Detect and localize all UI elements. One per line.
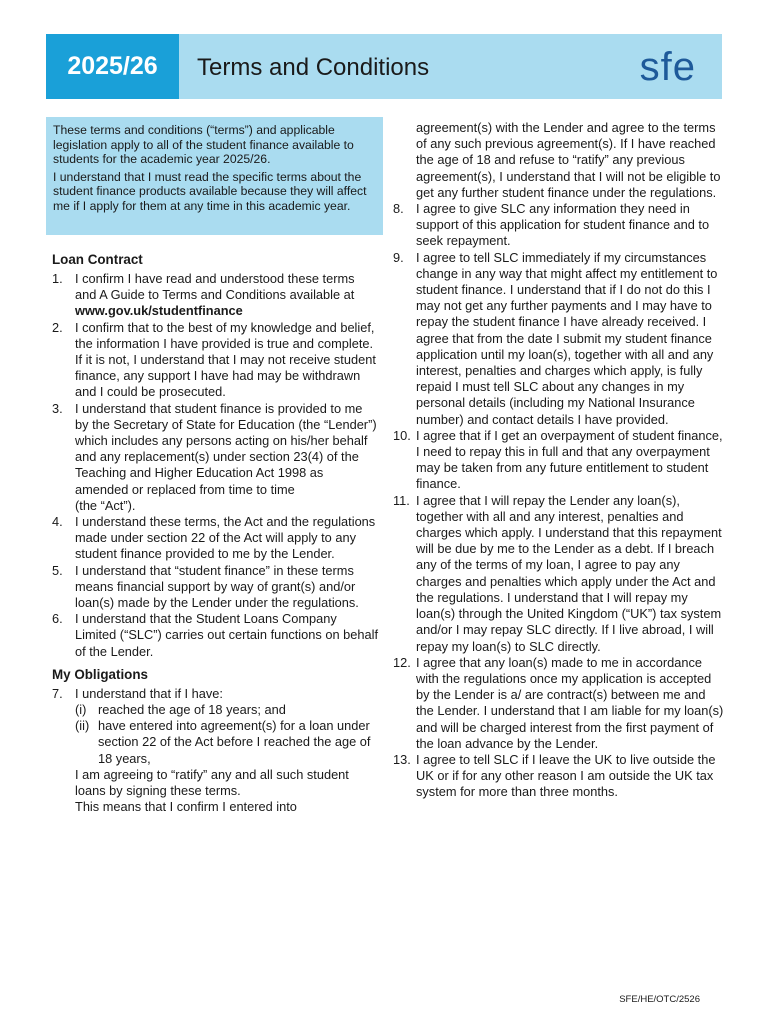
term-item-3	[52, 401, 378, 514]
term-item-6	[52, 611, 378, 660]
term-text: I agree to tell SLC if I leave the UK to live outside the UK or if for any other reason I am outside the UK tax system for more than three months.	[416, 751, 716, 800]
term-number: 5.	[52, 562, 63, 578]
term-item-10	[393, 428, 724, 493]
term-item-9	[393, 250, 724, 428]
term-item-8	[393, 201, 724, 250]
term-item-13	[393, 752, 724, 801]
term-text: I agree that I will repay the Lender any loan(s), together with all and any interest, penalties and charges which apply. I understand that this repayment will be due by me to the Lender as a debt. If I breach any of the terms of my loan, I agree to pay any charges and penalties which apply under the Act and the regulations. I understand that I will repay my loan(s) through the United Kingdom (“UK”) tax system and/or I may repay SLC directly. If I live abroad, I will repay my loan(s) to SLC directly.	[416, 492, 722, 654]
year-badge: 2025/26	[46, 34, 179, 99]
sub-text: have entered into agreement(s) for a loan under section 22 of the Act before I reached the age of 18 years,	[98, 718, 371, 766]
term-text-continued: This means that I confirm I entered into	[75, 799, 297, 815]
term-text: I understand that “student finance” in these terms means financial support by way of grant(s) and/or loan(s) made by the Lender under the regulations.	[75, 562, 359, 611]
term-number: 12.	[393, 654, 411, 670]
term-number: 6.	[52, 611, 63, 627]
term-number: 7.	[52, 685, 63, 701]
section-title-loan-contract: Loan Contract	[52, 252, 143, 267]
term-item-4	[52, 514, 378, 563]
term-number: 13.	[393, 751, 411, 767]
term-text: I agree to give SLC any information they need in support of this application for student finance and to seek repayment.	[416, 201, 710, 249]
website-link: www.gov.uk/studentfinance	[75, 303, 243, 319]
section-title-my-obligations: My Obligations	[52, 666, 148, 682]
term-text: I understand that student finance is provided to me by the Secretary of State for Education (the “Lender”) which includes any persons acting on his/her behalf and any replacement(s) under section 23(4) of the Teaching and Higher Education Act 1998 as amended or replaced from time to time	[75, 400, 377, 497]
intro-box	[46, 117, 383, 235]
sub-item-ii	[75, 718, 378, 767]
intro-paragraph-1: These terms and conditions (“terms”) and applicable legislation apply to all of the student finance available to students for the academic year 2025/26.	[53, 123, 354, 167]
right-column	[393, 120, 724, 801]
term-number: 8.	[393, 201, 404, 217]
header-banner	[46, 34, 722, 99]
term-text: I understand these terms, the Act and the regulations made under section 22 of the Act will apply to any student finance provided to me by the Lender.	[75, 514, 376, 562]
term-text: I confirm that to the best of my knowledge and belief, the information I have provided is true and complete. If it is not, I understand that I may not receive student finance, any support I have had may be withdrawn and I could be prosecuted.	[75, 319, 376, 400]
term-item-1	[52, 271, 378, 320]
term-number: 1.	[52, 271, 63, 286]
left-column	[52, 251, 378, 816]
term-number: 3.	[52, 400, 63, 416]
form-code: SFE/HE/OTC/2526	[619, 994, 700, 1005]
intro-paragraph-2: I understand that I must read the specific terms about the student finance products available because they will affect me if I apply for them at any time in this academic year.	[53, 169, 367, 213]
term-number: 4.	[52, 514, 63, 530]
sub-number: (i)	[75, 702, 87, 718]
term-item-2	[52, 320, 378, 401]
term-item-7-continued: agreement(s) with the Lender and agree to the terms of any such previous agreement(s). If I have reached the age of 18 and refuse to “ratify” any previous agreement(s), I understand that I will not be eligible to get any further student finance under the regulations.	[416, 120, 721, 200]
term-text: I confirm I have read and understood these terms and A Guide to Terms and Conditions available at	[75, 271, 355, 303]
term-item-7	[52, 686, 378, 816]
sub-item-i	[75, 702, 378, 718]
term-text: I agree that if I get an overpayment of student finance, I need to repay this in full and that any overpayment may be taken from any future entitlement to student finance.	[416, 427, 723, 492]
term-text: I understand that the Student Loans Company Limited (“SLC”) carries out certain functions on behalf of the Lender.	[75, 611, 378, 659]
term-item-12	[393, 655, 724, 752]
term-number: 2.	[52, 319, 63, 335]
term-item-5	[52, 563, 378, 612]
term-number: 10.	[393, 427, 411, 443]
term-number: 11.	[393, 492, 410, 508]
term-text: I agree that any loan(s) made to me in accordance with the regulations once my application is accepted by the Lender is a/ are contract(s) between me and the Lender. I understand that I am liable for my loan(s) and will be charged interest from the first payment of the loan advance by the Lender.	[416, 654, 724, 751]
sub-number: (ii)	[75, 718, 90, 734]
term-text-continued: I am agreeing to “ratify” any and all such student loans by signing these terms.	[75, 766, 349, 799]
term-text-continued: (the “Act”).	[75, 497, 136, 513]
sub-text: reached the age of 18 years; and	[98, 702, 286, 718]
term-item-11	[393, 493, 724, 655]
page-title: Terms and Conditions	[197, 54, 430, 81]
sfe-logo: sfe	[639, 45, 696, 89]
term-text: I agree to tell SLC immediately if my circumstances change in any way that might affect my entitlement to student finance. I understand that if I do not do this I may not get any further payments and I may have to repay the student finance I have already received. I agree that from the date I submit my student finance application until my loan(s), together with all and any interest, penalties and charges which apply, is fully repaid I must tell SLC about any changes in my personal details (including my National Insurance number) and contact details I have provided.	[416, 249, 718, 427]
term-text: I understand that if I have:	[75, 685, 223, 701]
term-number: 9.	[393, 249, 404, 265]
